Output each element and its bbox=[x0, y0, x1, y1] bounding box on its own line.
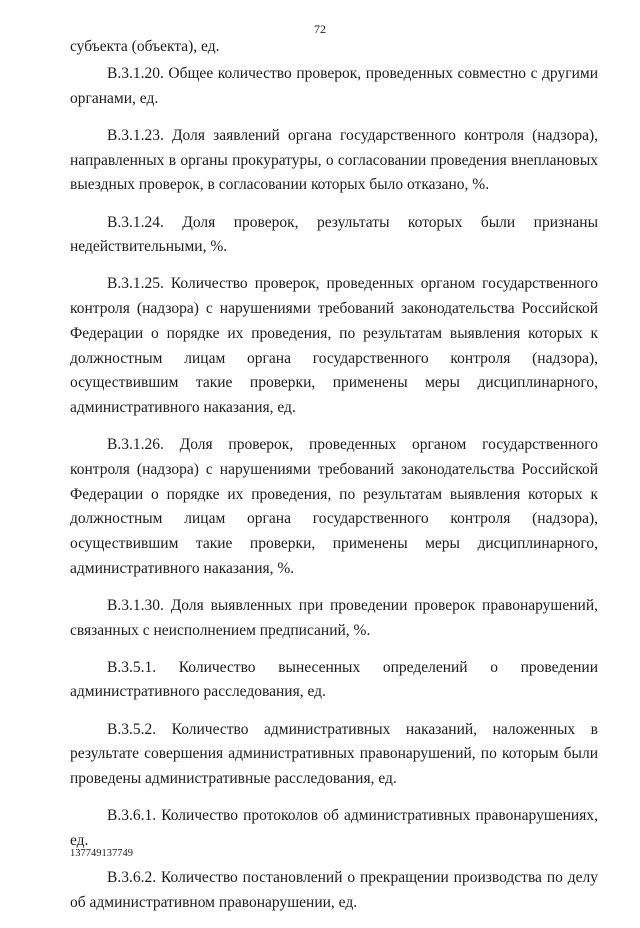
paragraph-b-3-6-2: В.3.6.2. Количество постановлений о прекращении производства по делу об административном правонарушении, ед. bbox=[70, 869, 598, 911]
continuation-line: субъекта (объекта), ед. bbox=[70, 38, 220, 55]
paragraph-b-3-1-26: В.3.1.26. Доля проверок, проведенных органом государственного контроля (надзора) с нарушениями требований законодательства Российской Федерации о порядке их проведения, по результатам выявления которых к должностным лицам органа государственного контроля (надзора), осуществившим такие проверки, применены меры дисциплинарного, административного наказания, %. bbox=[70, 436, 598, 577]
paragraph-b-3-1-20: В.3.1.20. Общее количество проверок, проведенных совместно с другими органами, ед. bbox=[70, 65, 598, 107]
paragraph-b-3-5-2: В.3.5.2. Количество административных наказаний, наложенных в результате совершения административных правонарушений, по которым были проведены административные расследования, ед. bbox=[70, 720, 598, 788]
paragraph-b-3-1-24: В.3.1.24. Доля проверок, результаты которых были признаны недействительными, %. bbox=[70, 213, 598, 256]
page-number: 72 bbox=[314, 22, 326, 36]
paragraph-b-3-1-23: В.3.1.23. Доля заявлений органа государственного контроля (надзора), направленных в органы прокуратуры, о согласовании проведения внеплановых выездных проверок, в согласовании которых было отказано, %. bbox=[70, 126, 598, 194]
paragraph-b-3-1-30: В.3.1.30. Доля выявленных при проведении проверок правонарушений, связанных с неисполнением предписаний, %. bbox=[70, 596, 598, 639]
paragraph-b-3-5-1: В.3.5.1. Количество вынесенных определений о проведении административного расследования, ед. bbox=[70, 658, 598, 701]
document-body bbox=[70, 62, 598, 928]
paragraph-b-3-6-1: В.3.6.1. Количество протоколов об административных правонарушениях, ед. bbox=[70, 807, 598, 849]
paragraph-b-3-1-25: В.3.1.25. Количество проверок, проведенных органом государственного контроля (надзора) с нарушениями требований законодательства Российской Федерации о порядке их проведения, по результатам выявления которых к должностным лицам органа государственного контроля (надзора), осуществившим такие проверки, применены меры дисциплинарного, административного наказания, ед. bbox=[70, 275, 598, 416]
document-id: 137749137749 bbox=[70, 848, 133, 859]
